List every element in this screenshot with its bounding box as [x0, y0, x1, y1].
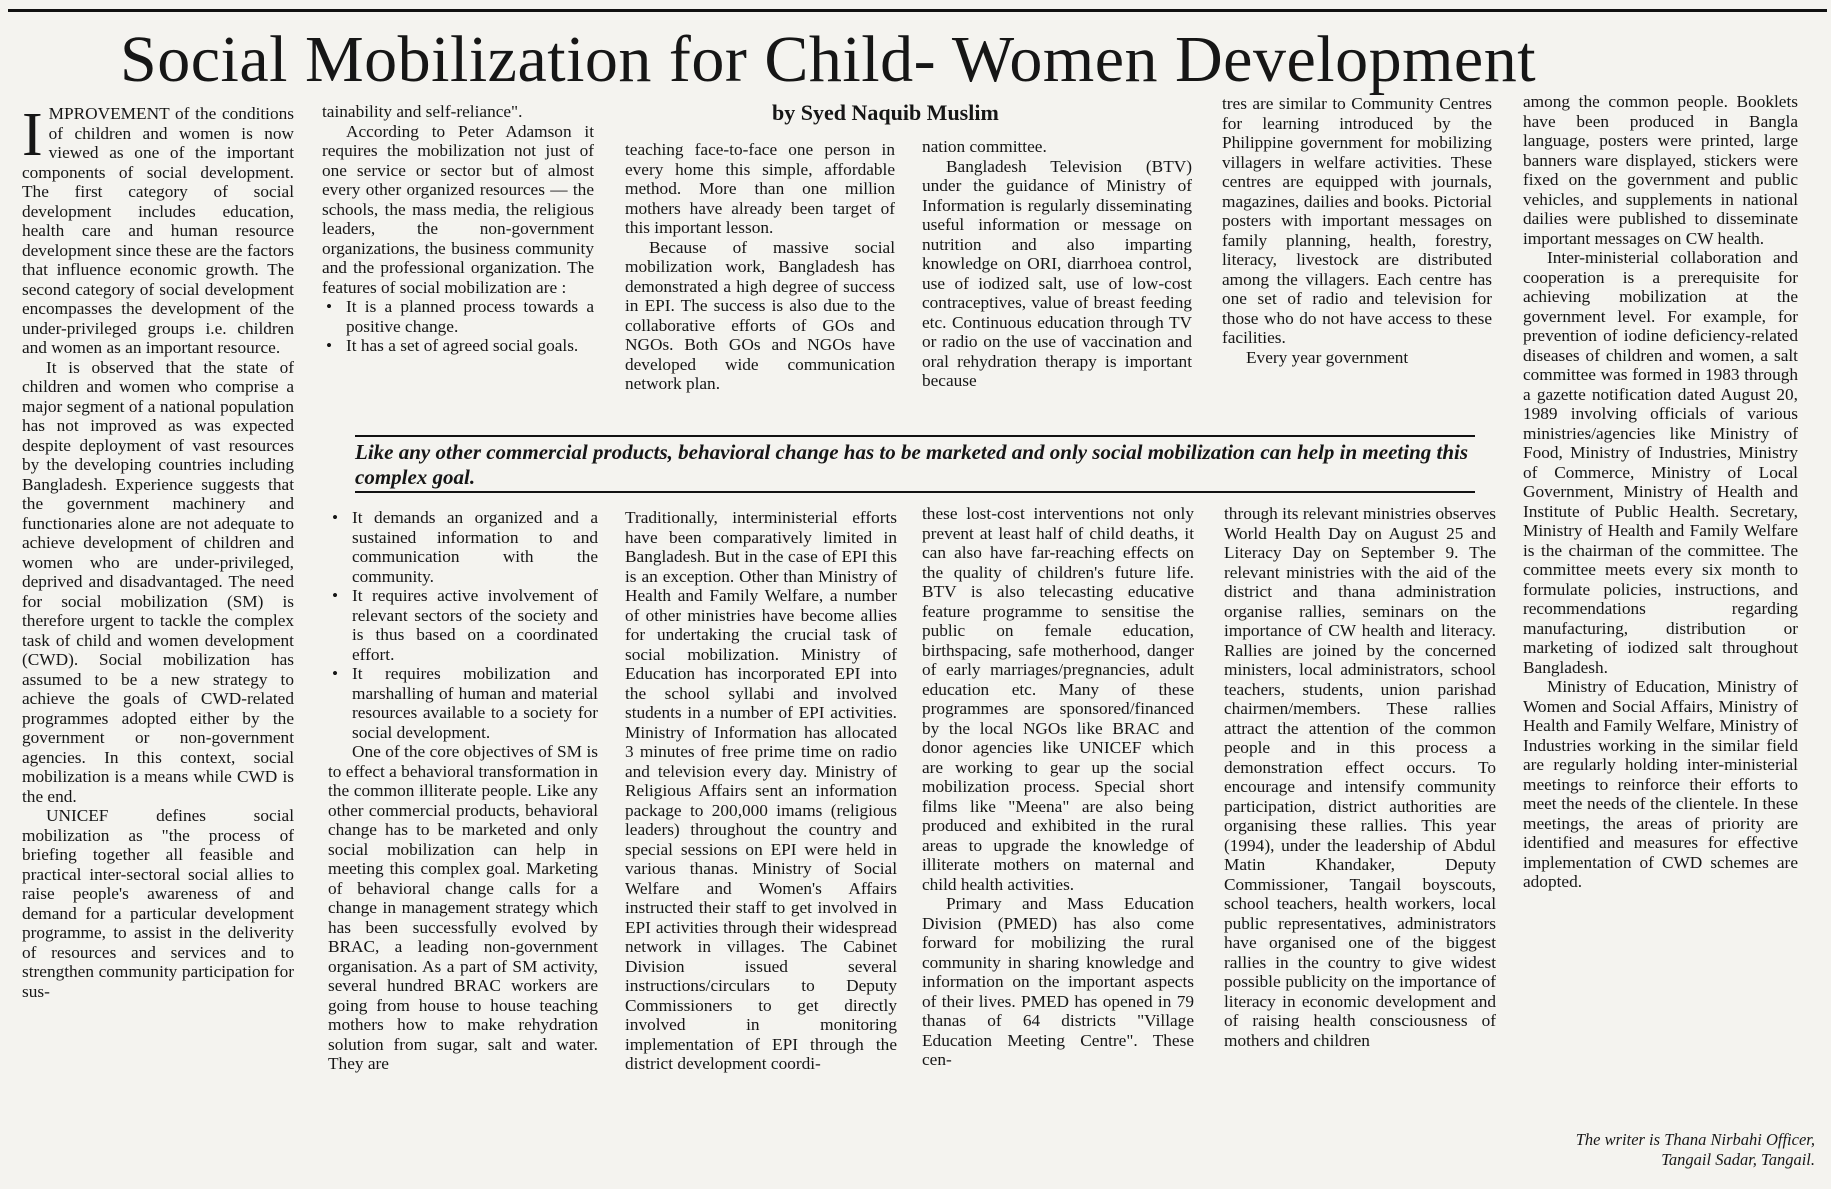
list-item: • It requires active involvement of relevant sectors of the society and is thus based on a coordinated effort.: [328, 586, 598, 664]
drop-cap: I: [22, 104, 43, 169]
paragraph: tres are similar to Community Centres for learning introduced by the Philippine government for mobilizing villagers in welfare activities. These centres are equipped with journals, magazines, dailies and books. Pictorial posters with important messages on family planning, health, forestry, literacy, livestock are distributed among the villagers. Each centre has one set of radio and television for those who do not have access to these facilities.: [1222, 94, 1492, 347]
paragraph: through its relevant ministries observes World Health Day on August 25 and Literacy Day on September 9. The relevant ministries with the aid of the district and thana administration organise rallies, seminars on the importance of CW health and literacy. Rallies are joined by the concerned ministers, local administrators, school teachers, students, union parishad chairmen/members. These rallies attract the attention of the common people and in this process a demonstration effect occurs. To encourage and intensify community participation, district authorities are organising these rallies. This year (1994), under the leadership of Abdul Matin Khandaker, Deputy Commissioner, Tangail boyscouts, school teachers, health workers, local public representatives, administrators have organised one of the biggest rallies in the country to give widest possible publicity on the importance of literacy in economic development and of raising health consciousness of mothers and children: [1224, 504, 1496, 1050]
list-item: • It is a planned process towards a positive change.: [322, 297, 594, 336]
paragraph: UNICEF defines social mobilization as "the process of briefing together all feasible and practical inter-sectoral social allies to raise people's awareness of and demand for a particular development programme, to assist in the deliverity of resources and services and to strengthen community participation for sus-: [22, 806, 294, 1001]
headline: Social Mobilization for Child- Women Development: [120, 23, 1537, 96]
column-1: [22, 104, 294, 1186]
list-item: • It demands an organized and a sustained information to and communication with the community.: [328, 508, 598, 586]
column-4-top: [922, 137, 1192, 434]
column-5-bottom: [1224, 504, 1496, 1186]
column-2-top: [322, 102, 594, 434]
feature-list-continued: [328, 508, 598, 742]
paragraph: Bangladesh Television (BTV) under the guidance of Ministry of Information is regularly disseminating useful information or message on nutrition and also imparting knowledge on ORI, diarrhoea control, use of iodized salt, use of low-cost contraceptives, value of breast feeding etc. Continuous education through TV or radio on the use of vaccination and oral rehydration therapy is important because: [922, 156, 1192, 390]
byline: by Syed Naquib Muslim: [772, 100, 999, 125]
column-3-bottom: [625, 508, 897, 1186]
list-item: • It has a set of agreed social goals.: [322, 336, 594, 356]
column-4-bottom: [922, 504, 1194, 1186]
intro-paragraph: [22, 104, 294, 358]
column-3-top: [625, 140, 895, 434]
paragraph: Ministry of Education, Ministry of Women and Social Affairs, Ministry of Health and Family Welfare, Ministry of Industries working in the similar field are regularly holding inter-ministerial meetings to reinforce their efforts to meet the needs of the clientele. In these meetings, the areas of priority are identified and measures for effective implementation of CWD schemes are adopted.: [1523, 677, 1798, 891]
paragraph: nation committee.: [922, 137, 1047, 156]
paragraph: Primary and Mass Education Division (PMED) has also come forward for mobilizing the rural community in sharing knowledge and information on the important aspects of their lives. PMED has opened in 79 thanas of 64 districts "Village Education Meeting Centre". These cen-: [922, 894, 1194, 1069]
author-credit: The writer is Thana Nirbahi Officer, Tangail Sadar, Tangail.: [1575, 1130, 1815, 1169]
paragraph: One of the core objectives of SM is to effect a behavioral transformation in the common illiterate people. Like any other commercial products, behavioral change has to be marketed and only social mobilization can help in meeting this complex goal. Marketing of behavioral change calls for a change in management strategy which has been successfully evolved by BRAC, a leading non-government organisation. As a part of SM activity, several hundred BRAC workers are going from house to house teaching mothers how to make rehydration solution from sugar, salt and water. They are: [328, 742, 598, 1073]
paragraph: Inter-ministerial collaboration and cooperation is a prerequisite for achieving mobilization at the government level. For example, for prevention of iodine deficiency-related diseases of children and women, a salt committee was formed in 1983 through a gazette notification dated August 20, 1989 involving officials of various ministries/agencies like Ministry of Food, Ministry of Industries, Ministry of Commerce, Ministry of Local Government, Ministry of Health and Institute of Public Health. Secretary, Ministry of Health and Family Welfare is the chairman of the committee. The committee meets every six month to formulate policies, instructions, and recommendations regarding manufacturing, distribution or marketing of iodized salt throughout Bangladesh.: [1523, 248, 1798, 677]
paragraph: among the common people. Booklets have been produced in Bangla language, posters were printed, large banners ware displayed, stickers were fixed on the government and public vehicles, and supplements in national dailies were published to disseminate important messages on CW health.: [1523, 92, 1798, 248]
pull-quote-bottom-rule: [355, 491, 1475, 493]
pull-quote-top-rule: [355, 435, 1475, 437]
paragraph: Every year government: [1246, 347, 1409, 367]
paragraph: Traditionally, interministerial efforts have been comparatively limited in Bangladesh. But in the case of EPI this is an exception. Other than Ministry of Health and Family Welfare, a number of other ministries have become allies for undertaking the crucial task of social mobilization. Ministry of Education has incorporated EPI into the school syllabi and involved students in a number of EPI activities. Ministry of Information has allocated 3 minutes of free prime time on radio and television every day. Ministry of Religious Affairs sent an information package to 200,000 imams (religious leaders) throughout the country and special sessions on EPI were held in various thanas. Ministry of Social Welfare and Women's Affairs instructed their staff to get involved in EPI activities through their widespread network in villages. The Cabinet Division issued several instructions/circulars to Deputy Commissioners to get directly involved in monitoring implementation of EPI through the district development coordi-: [625, 508, 897, 1073]
paragraph: According to Peter Adamson it requires the mobilization not just of one service or sector but of almost every other organized resources — the schools, the mass media, the religious leaders, the non-government organizations, the business community and the professional organization. The features of social mobilization are :: [322, 121, 594, 297]
paragraph: tainability and self-reliance".: [322, 102, 523, 121]
intro-text: MPROVEMENT of the conditions of children and women is now viewed as one of the important components of social development. The first category of social development includes education, health care and human resource development since these are the factors that influence economic growth. The second category of social development encompasses the development of the under-privileged groups i.e. children and women as an important resource.: [22, 104, 294, 357]
top-rule: [8, 9, 1827, 12]
paragraph: Because of massive social mobilization work, Bangladesh has demonstrated a high degree of success in EPI. The success is also due to the collaborative efforts of GOs and NGOs. Both GOs and NGOs have developed wide communication network plan.: [625, 237, 895, 393]
feature-list: [322, 297, 594, 356]
paragraph: It is observed that the state of children and women who comprise a major segment of a national population has not improved as was expected despite deployment of vast resources by the developing countries including Bangladesh. Experience suggests that the government machinery and functionaries alone are not adequate to achieve development of children and women who are under-privileged, deprived and disadvantaged. The need for social mobilization (SM) is therefore urgent to tackle the complex task of child and women development (CWD). Social mobilization has assumed to be a new strategy to achieve the goals of CWD-related programmes adopted either by the government or non-government agencies. In this context, social mobilization is a means while CWD is the end.: [22, 357, 294, 806]
paragraph: teaching face-to-face one person in every home this simple, affordable method. More than one million mothers have already been target of this important lesson.: [625, 140, 895, 237]
column-5-top: [1222, 94, 1492, 434]
pull-quote: Like any other commercial products, behavioral change has to be marketed and only social mobilization can help in meeting this complex goal.: [355, 440, 1469, 489]
column-6: [1523, 92, 1798, 1122]
paragraph: these lost-cost interventions not only prevent at least half of child deaths, it can also have far-reaching effects on the quality of children's future life. BTV is also telecasting educative feature programme to sensitise the public on female education, birthspacing, safe motherhood, danger of early marriages/pregnancies, adult education etc. Many of these programmes are sponsored/financed by the local NGOs like BRAC and donor agencies like UNICEF which are working to gear up the social mobilization process. Special short films like "Meena" are also being produced and exhibited in the rural areas to upgrade the knowledge of illiterate mothers on maternal and child health activities.: [922, 504, 1194, 894]
column-2-bottom: [328, 508, 598, 1186]
list-item: • It requires mobilization and marshalling of human and material resources available to a society for social development.: [328, 664, 598, 742]
